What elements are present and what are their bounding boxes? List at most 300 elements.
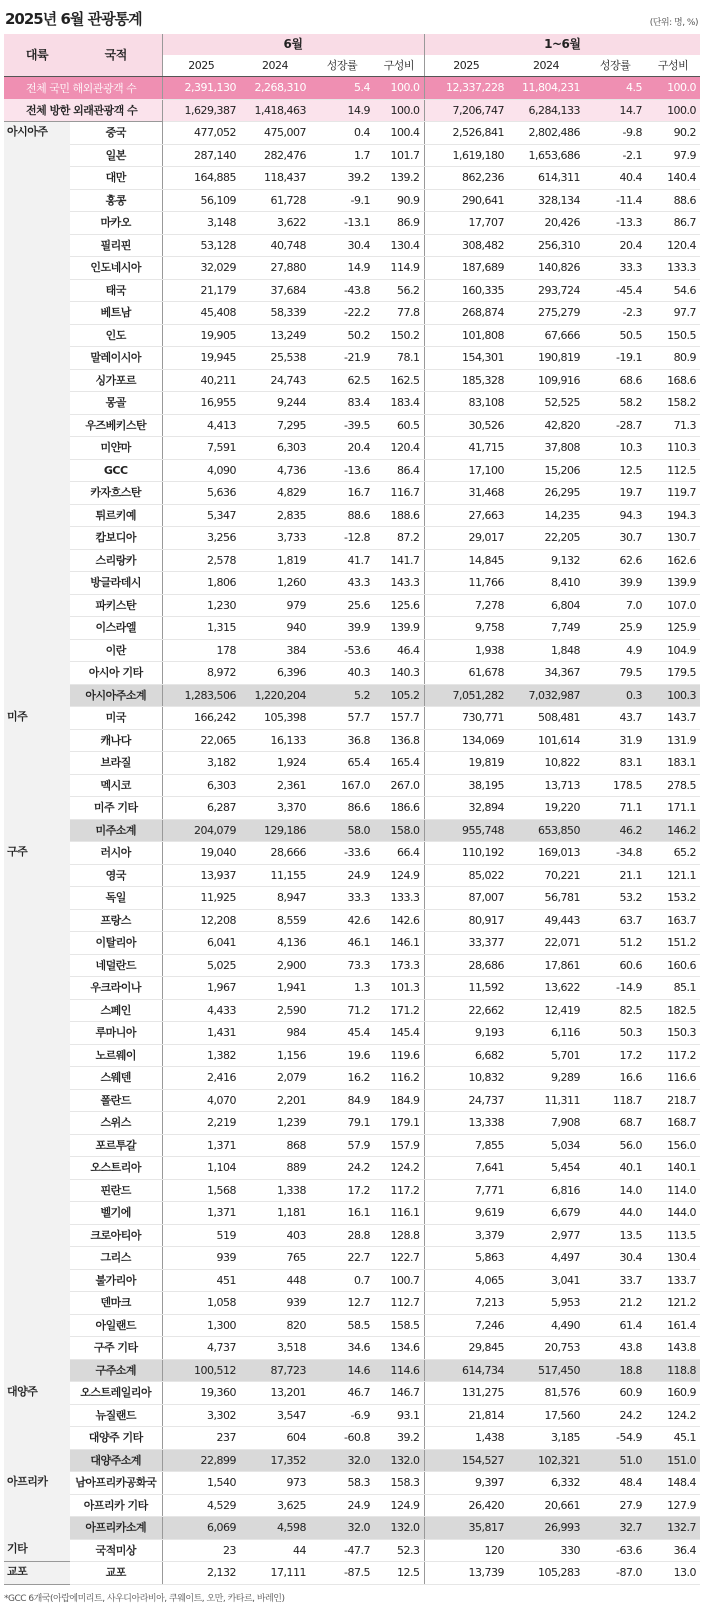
cell: 22,071 [508,932,584,955]
cell: 1,058 [162,1292,240,1315]
cell: 939 [162,1247,240,1270]
cell: 2,590 [240,999,310,1022]
cell: 19.7 [584,482,646,505]
cell: 60.6 [584,954,646,977]
table-row [4,1044,700,1067]
cell: 1,283,506 [162,684,240,707]
country-name: 뉴질랜드 [70,1404,162,1427]
table-row [4,954,700,977]
country-name: 미주 기타 [70,797,162,820]
cell: 114.0 [646,1179,700,1202]
cell: 124.2 [374,1157,424,1180]
cell: 33.3 [584,257,646,280]
cell: -19.1 [584,347,646,370]
country-name: 인도 [70,324,162,347]
header-june-2025: 2025 [162,55,240,77]
cell: -22.2 [310,302,374,325]
cell: 128.8 [374,1224,424,1247]
cell: 39.2 [374,1427,424,1450]
cell: 153.2 [646,887,700,910]
cell: 287,140 [162,144,240,167]
country-name: 포르투갈 [70,1134,162,1157]
cell: 282,476 [240,144,310,167]
total-outbound-label: 전체 국민 해외관광객 수 [4,77,162,100]
cell: 40,211 [162,369,240,392]
cell: 166,242 [162,707,240,730]
cell: 60.9 [584,1382,646,1405]
cell: 22,205 [508,527,584,550]
cell: 124.2 [646,1404,700,1427]
cell: 13.0 [646,1562,700,1585]
cell: 119.6 [374,1044,424,1067]
table-row [4,1292,700,1315]
cell: 7,213 [424,1292,508,1315]
header-june-growth: 성장률 [310,55,374,77]
cell: 6,116 [508,1022,584,1045]
cell: 26,295 [508,482,584,505]
cell: 130.4 [646,1247,700,1270]
cell: 21,179 [162,279,240,302]
cell: 156.0 [646,1134,700,1157]
country-name: 캄보디아 [70,527,162,550]
table-row [4,369,700,392]
cell: 0.4 [310,122,374,145]
cell: 71.2 [310,999,374,1022]
table-row [4,707,700,730]
cell: 134,069 [424,729,508,752]
cell: 121.2 [646,1292,700,1315]
cell: 38,195 [424,774,508,797]
cell: -13.3 [584,212,646,235]
cell: 33.3 [310,887,374,910]
cell: 34.6 [310,1337,374,1360]
cell: 2,900 [240,954,310,977]
cell: 6,396 [240,662,310,685]
cell: 184.9 [374,1089,424,1112]
cell: 5,863 [424,1247,508,1270]
cell: 134.6 [374,1337,424,1360]
cell: 275,279 [508,302,584,325]
cell: 9,193 [424,1022,508,1045]
cell: 161.4 [646,1314,700,1337]
cell: 6,682 [424,1044,508,1067]
cell: 105,283 [508,1562,584,1585]
cell: 23 [162,1539,240,1562]
table-row [4,167,700,190]
cell: 1,941 [240,977,310,1000]
cell: 90.9 [374,189,424,212]
cell: 71.3 [646,414,700,437]
cell: 22.7 [310,1247,374,1270]
country-name: 베트남 [70,302,162,325]
cell: 84.9 [310,1089,374,1112]
cell: 100.0 [646,77,700,100]
table-row [4,977,700,1000]
cell: 20,426 [508,212,584,235]
cell: 17.2 [584,1044,646,1067]
cell: 61.4 [584,1314,646,1337]
table-row [4,932,700,955]
cell: 130.4 [374,234,424,257]
cell: 26,420 [424,1494,508,1517]
cell: 104.9 [646,639,700,662]
cell: 1,239 [240,1112,310,1135]
cell: 179.5 [646,662,700,685]
table-row [4,144,700,167]
cell: 3,041 [508,1269,584,1292]
cell: 183.1 [646,752,700,775]
cell: 88.6 [646,189,700,212]
cell: 140,826 [508,257,584,280]
cell: 116.1 [374,1202,424,1225]
cell: 86.6 [310,797,374,820]
cell: 122.7 [374,1247,424,1270]
cell: 8,947 [240,887,310,910]
cell: 48.4 [584,1472,646,1495]
cell: 508,481 [508,707,584,730]
cell: 167.0 [310,774,374,797]
cell: 179.1 [374,1112,424,1135]
cell: 133.3 [646,257,700,280]
cell: 451 [162,1269,240,1292]
cell: 32.0 [310,1449,374,1472]
cell: 6,332 [508,1472,584,1495]
cell: 290,641 [424,189,508,212]
cell: 5,034 [508,1134,584,1157]
cell: 4,070 [162,1089,240,1112]
cell: 2,977 [508,1224,584,1247]
cell: 53.2 [584,887,646,910]
table-row [4,482,700,505]
country-name: 벨기에 [70,1202,162,1225]
table-row [4,324,700,347]
country-name: 프랑스 [70,909,162,932]
cell: 940 [240,617,310,640]
table-row [4,392,700,415]
table-row [4,414,700,437]
cell: 5,347 [162,504,240,527]
cell: 1,338 [240,1179,310,1202]
cell: 7,295 [240,414,310,437]
cell: 20.4 [310,437,374,460]
country-name: 미국 [70,707,162,730]
cell: 1,104 [162,1157,240,1180]
cell: 68.6 [584,369,646,392]
cell: 110.3 [646,437,700,460]
cell: 730,771 [424,707,508,730]
cell: 43.7 [584,707,646,730]
cell: 31.9 [584,729,646,752]
cell: 328,134 [508,189,584,212]
cell: 12.7 [310,1292,374,1315]
cell: 86.4 [374,459,424,482]
cell: 973 [240,1472,310,1495]
country-name: 태국 [70,279,162,302]
cell: 1,371 [162,1202,240,1225]
cell: 151.0 [646,1449,700,1472]
cell: 101.7 [374,144,424,167]
cell: 17,100 [424,459,508,482]
cell: 41.7 [310,549,374,572]
cell: 178 [162,639,240,662]
cell: 218.7 [646,1089,700,1112]
table-row [4,279,700,302]
cell: 117.2 [374,1179,424,1202]
cell: 204,079 [162,819,240,842]
cell: 16.1 [310,1202,374,1225]
cell: 1,938 [424,639,508,662]
table-body [4,77,700,1585]
cell: 143.3 [374,572,424,595]
cell: 160,335 [424,279,508,302]
cell: 17,707 [424,212,508,235]
cell: 52.3 [374,1539,424,1562]
cell: 100.4 [374,122,424,145]
cell: 118.8 [646,1359,700,1382]
cell: 13,338 [424,1112,508,1135]
cell: 237 [162,1427,240,1450]
cell: 1,967 [162,977,240,1000]
cell: 18.8 [584,1359,646,1382]
cell: 604 [240,1427,310,1450]
cell: 120.4 [374,437,424,460]
table-row [4,774,700,797]
cell: 100.0 [646,99,700,122]
table-row [4,1247,700,1270]
country-name: 캐나다 [70,729,162,752]
cell: 112.7 [374,1292,424,1315]
cell: 13,739 [424,1562,508,1585]
cell: 11,311 [508,1089,584,1112]
table-row [4,662,700,685]
cell: 30.4 [310,234,374,257]
cell: 67,666 [508,324,584,347]
table-row [4,594,700,617]
cell: 46.2 [584,819,646,842]
table-row [4,1067,700,1090]
cell: 165.4 [374,752,424,775]
cell: 7,641 [424,1157,508,1180]
cell: 2,835 [240,504,310,527]
country-name: 브라질 [70,752,162,775]
country-name: 대양주 기타 [70,1427,162,1450]
cell: 132.0 [374,1449,424,1472]
cell: 2,802,486 [508,122,584,145]
cell: 107.0 [646,594,700,617]
header-ytd-growth: 성장률 [584,55,646,77]
country-name: 아시아 기타 [70,662,162,685]
cell: 14,845 [424,549,508,572]
cell: 13.5 [584,1224,646,1247]
cell: 29,845 [424,1337,508,1360]
cell: 124.9 [374,864,424,887]
table-row [4,1157,700,1180]
cell: 32,029 [162,257,240,280]
cell: 36.8 [310,729,374,752]
country-name: 싱가포르 [70,369,162,392]
cell: 90.2 [646,122,700,145]
table-row [4,302,700,325]
cell: 33,377 [424,932,508,955]
table-row [4,1472,700,1495]
country-name: 오스트레일리아 [70,1382,162,1405]
cell: 14,235 [508,504,584,527]
continent-label: 아프리카 [4,1472,70,1540]
cell: 2,416 [162,1067,240,1090]
cell: 39.9 [584,572,646,595]
cell: 12,419 [508,999,584,1022]
cell: 154,527 [424,1449,508,1472]
header-ytd: 1~6월 [424,34,700,55]
table-row [4,842,700,865]
subtotal-label: 구주소계 [70,1359,162,1382]
table-row [4,1337,700,1360]
cell: 9,619 [424,1202,508,1225]
cell: 169,013 [508,842,584,865]
cell: 24,737 [424,1089,508,1112]
cell: 70,221 [508,864,584,887]
cell: 3,518 [240,1337,310,1360]
cell: 40.4 [584,167,646,190]
cell: 157.7 [374,707,424,730]
cell: 25.9 [584,617,646,640]
cell: 24.9 [310,864,374,887]
cell: 150.5 [646,324,700,347]
table-row [4,1179,700,1202]
cell: 5,025 [162,954,240,977]
cell: 7,771 [424,1179,508,1202]
table-row [4,1382,700,1405]
continent-label: 기타 [4,1539,70,1562]
cell: 186.6 [374,797,424,820]
cell: 49,443 [508,909,584,932]
country-name: 파키스탄 [70,594,162,617]
cell: 139.2 [374,167,424,190]
cell: 51.2 [584,932,646,955]
country-name: 대만 [70,167,162,190]
cell: 13,201 [240,1382,310,1405]
cell: -60.8 [310,1427,374,1450]
country-name: 오스트리아 [70,1157,162,1180]
cell: 2,268,310 [240,77,310,100]
cell: 139.9 [374,617,424,640]
cell: 9,289 [508,1067,584,1090]
country-name: 스리랑카 [70,549,162,572]
cell: 765 [240,1247,310,1270]
cell: 20,753 [508,1337,584,1360]
cell: 3,622 [240,212,310,235]
cell: 150.3 [646,1022,700,1045]
table-row [4,527,700,550]
cell: -87.0 [584,1562,646,1585]
country-name: 구주 기타 [70,1337,162,1360]
total-inbound-label: 전체 방한 외래관광객 수 [4,99,162,122]
table-row [4,1562,700,1585]
cell: 44.0 [584,1202,646,1225]
cell: 26,993 [508,1517,584,1540]
continent-label: 교포 [4,1562,70,1585]
cell: 7,246 [424,1314,508,1337]
cell: 2,132 [162,1562,240,1585]
cell: 16.7 [310,482,374,505]
continent-label: 구주 [4,842,70,1382]
cell: 183.4 [374,392,424,415]
cell: 22,899 [162,1449,240,1472]
cell: 194.3 [646,504,700,527]
country-name: 미얀마 [70,437,162,460]
country-name: 일본 [70,144,162,167]
cell: 22,065 [162,729,240,752]
cell: 14.0 [584,1179,646,1202]
cell: 43.3 [310,572,374,595]
cell: 188.6 [374,504,424,527]
cell: 5,701 [508,1044,584,1067]
cell: 614,311 [508,167,584,190]
cell: 5,953 [508,1292,584,1315]
cell: 101.3 [374,977,424,1000]
cell: 164,885 [162,167,240,190]
cell: 21,814 [424,1404,508,1427]
cell: 11,592 [424,977,508,1000]
cell: 0.3 [584,684,646,707]
cell: 100.0 [374,99,424,122]
cell: 143.7 [646,707,700,730]
stats-table [4,34,700,1585]
cell: 256,310 [508,234,584,257]
cell: 10.3 [584,437,646,460]
cell: 80.9 [646,347,700,370]
table-row [4,729,700,752]
table-row [4,1224,700,1247]
cell: -53.6 [310,639,374,662]
cell: 157.9 [374,1134,424,1157]
cell: 984 [240,1022,310,1045]
cell: -34.8 [584,842,646,865]
cell: 162.6 [646,549,700,572]
cell: 25.6 [310,594,374,617]
table-row [4,504,700,527]
cell: 57.9 [310,1134,374,1157]
cell: 4,490 [508,1314,584,1337]
cell: 7,051,282 [424,684,508,707]
cell: 4,433 [162,999,240,1022]
cell: 448 [240,1269,310,1292]
cell: 50.3 [584,1022,646,1045]
cell: 3,370 [240,797,310,820]
cell: 4,065 [424,1269,508,1292]
cell: 160.6 [646,954,700,977]
table-row [4,212,700,235]
cell: 42,820 [508,414,584,437]
cell: 3,379 [424,1224,508,1247]
cell: 1,156 [240,1044,310,1067]
country-name: 스위스 [70,1112,162,1135]
cell: 17,111 [240,1562,310,1585]
cell: 83.1 [584,752,646,775]
header-june-share: 구성비 [374,55,424,77]
cell: 3,733 [240,527,310,550]
cell: 113.5 [646,1224,700,1247]
cell: 83,108 [424,392,508,415]
cell: 100.3 [646,684,700,707]
cell: 131,275 [424,1382,508,1405]
cell: 19.6 [310,1044,374,1067]
total-outbound-row [4,77,700,100]
cell: 4,090 [162,459,240,482]
country-name: 이란 [70,639,162,662]
cell: 57.7 [310,707,374,730]
table-row [4,459,700,482]
